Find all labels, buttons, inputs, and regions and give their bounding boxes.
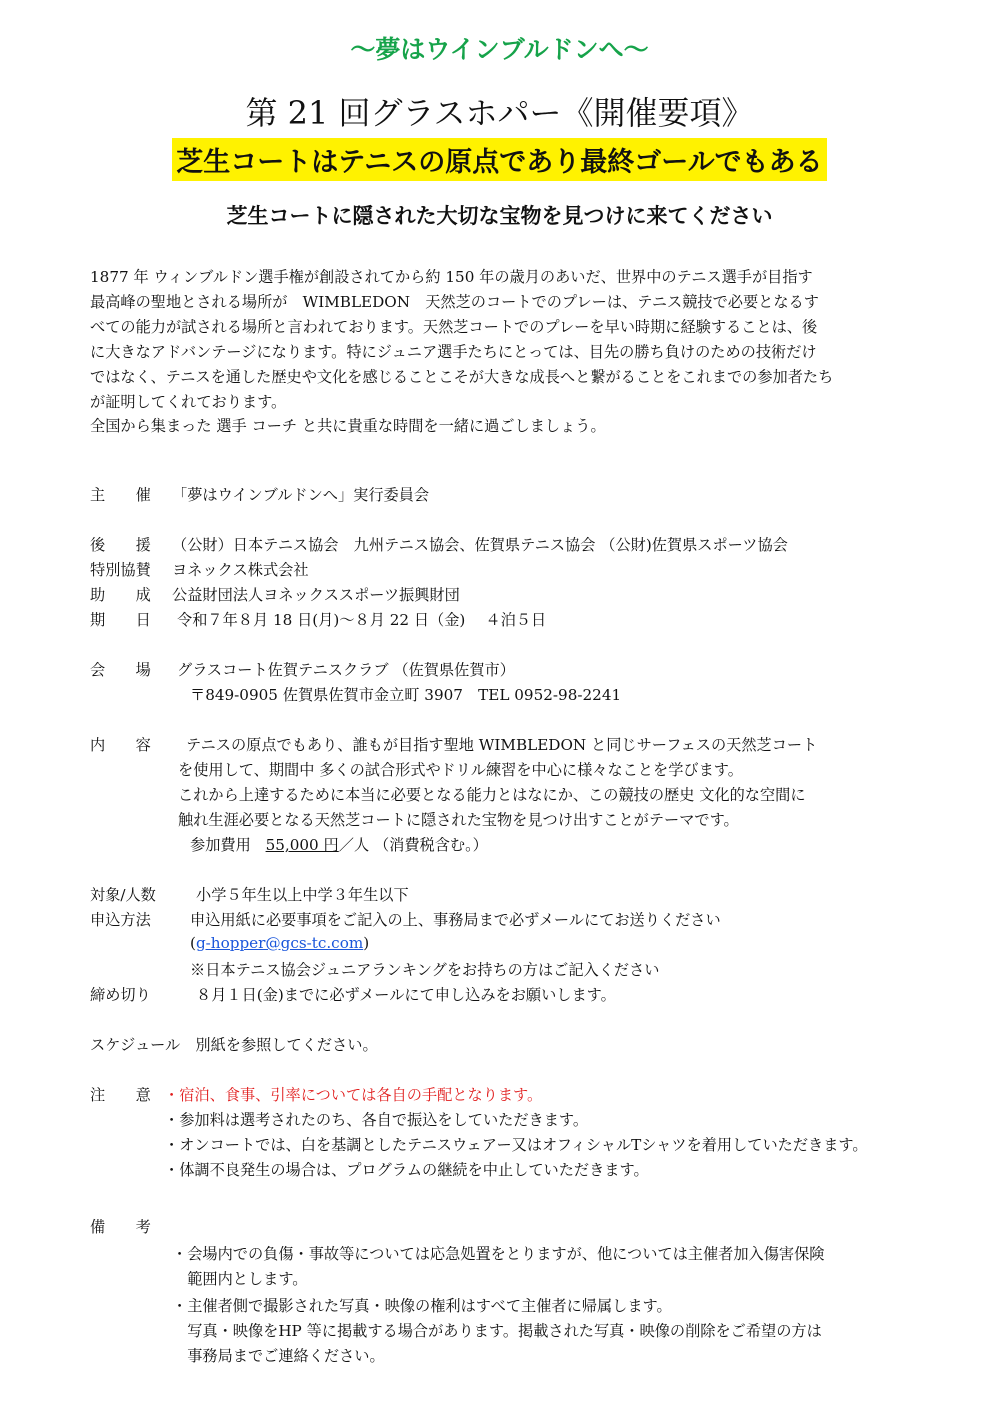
deadline-value: ８月１日(金)までに必ずメールにて申し込みをお願いします。 xyxy=(196,986,616,1004)
application-value: 申込用紙に必要事項をご記入の上、事務局まで必ずメールにてお送りください xyxy=(190,911,721,929)
dates-value: 令和７年８月 18 日(月)～８月 22 日（金) ４泊５日 xyxy=(177,611,547,629)
fee-suffix: ／人 （消費税含む。） xyxy=(338,836,488,854)
remarks-line: 事務局までご連絡ください。 xyxy=(172,1347,385,1365)
grant-value: 公益財団法人ヨネックススポーツ振興財団 xyxy=(172,586,460,604)
remarks-line: ・主催者側で撮影された写真・映像の権利はすべて主催者に帰属します。 xyxy=(172,1297,672,1315)
grant-label: 助 成 xyxy=(90,586,151,604)
intro-line: が証明してくれております。 xyxy=(90,392,287,411)
organizer-value: 「夢はウインブルドンへ」実行委員会 xyxy=(172,486,430,504)
venue-address: 〒849-0905 佐賀県佐賀市金立町 3907 TEL 0952-98-2241 xyxy=(190,686,622,704)
sponsor-label: 特別協賛 xyxy=(90,561,151,579)
application-label: 申込方法 xyxy=(90,911,151,929)
page-title: 第 21 回グラスホパー《開催要項》 xyxy=(245,94,754,132)
intro-line: べての能力が試される場所と言われております。天然芝コートでのプレーを早い時期に経験することは、後 xyxy=(90,317,818,336)
content-line: テニスの原点でもあり、誰もが目指す聖地 WIMBLEDON と同じサーフェスの天然芝コート xyxy=(186,736,818,754)
remarks-line: ・会場内での負傷・事故等については応急処置をとりますが、他については主催者加入傷害保険 xyxy=(172,1245,825,1263)
intro-line: 最高峰の聖地とされる場所が WIMBLEDON 天然芝のコートでのプレーは、テニス競技で必要となるす xyxy=(90,292,819,311)
sponsor-value: ヨネックス株式会社 xyxy=(172,561,309,579)
application-note: ※日本テニス協会ジュニアランキングをお持ちの方はご記入ください xyxy=(190,961,660,979)
content-label: 内 容 xyxy=(90,736,151,754)
fee-amount: 55,000 円 xyxy=(265,836,339,854)
support-value: （公財）日本テニス協会 九州テニス協会、佐賀県テニス協会 （公財)佐賀県スポーツ協会 xyxy=(172,536,788,554)
intro-line: に大きなアドバンテージになります。特にジュニア選手たちにとっては、目先の勝ち負けのための技術だけ xyxy=(90,342,817,361)
intro-line: ではなく、テニスを通した歴史や文化を感じることこそが大きな成長へと繋がることをこれまでの参加者たち xyxy=(90,367,834,386)
caution-item: ・体調不良発生の場合は、プログラムの継続を中止していただきます。 xyxy=(164,1161,649,1179)
caution-item: ・オンコートでは、白を基調としたテニスウェアー又はオフィシャルTシャツを着用していただきます。 xyxy=(164,1136,868,1154)
email-link[interactable]: g-hopper@gcs-tc.com xyxy=(195,934,364,952)
caution-item: ・宿泊、食事、引率については各自の手配となります。 xyxy=(164,1086,543,1104)
target-value: 小学５年生以上中学３年生以下 xyxy=(196,886,409,904)
deadline-label: 締め切り xyxy=(90,986,151,1004)
target-label: 対象/人数 xyxy=(90,886,156,904)
fee-label: 参加費用 xyxy=(190,836,251,854)
content-line: を使用して、期間中 多くの試合形式やドリル練習を中心に様々なことを学びます。 xyxy=(178,761,743,779)
dates-label: 期 日 xyxy=(90,611,151,629)
intro-line: 1877 年 ウィンブルドン選手権が創設されてから約 150 年の歳月のあいだ、世界中のテニス選手が目指す xyxy=(90,268,813,286)
venue-label: 会 場 xyxy=(90,661,151,679)
content-line: これから上達するために本当に必要となる能力とはなにか、この競技の歴史 文化的な空間に xyxy=(178,786,806,804)
slogan-wrapper xyxy=(0,138,999,181)
intro-line: 全国から集まった 選手 コーチ と共に貴重な時間を一緒に過ごしましょう。 xyxy=(90,417,606,436)
schedule-text: スケジュール 別紙を参照してください。 xyxy=(90,1036,378,1054)
remarks-line: 写真・映像をHP 等に掲載する場合があります。掲載された写真・映像の削除をご希望の方は xyxy=(172,1322,822,1340)
venue-value: グラスコート佐賀テニスクラブ （佐賀県佐賀市） xyxy=(177,661,515,679)
remarks-label: 備 考 xyxy=(90,1218,151,1236)
caution-item: ・参加料は選考されたのち、各自で振込をしていただきます。 xyxy=(164,1111,589,1129)
support-label: 後 援 xyxy=(90,536,151,554)
organizer-label: 主 催 xyxy=(90,486,151,504)
subtitle: 芝生コートに隠された大切な宝物を見つけに来てください xyxy=(226,204,773,228)
remarks-line: 範囲内とします。 xyxy=(172,1270,308,1288)
content-line: 触れ生涯必要となる天然芝コートに隠された宝物を見つけ出すことがテーマです。 xyxy=(178,811,739,829)
header-tag: 〜夢はウインブルドンへ〜 xyxy=(350,35,649,64)
caution-label: 注 意 xyxy=(90,1086,151,1104)
slogan-highlight: 芝生コートはテニスの原点であり最終ゴールでもある xyxy=(172,138,826,181)
intro-paragraph xyxy=(90,265,910,439)
